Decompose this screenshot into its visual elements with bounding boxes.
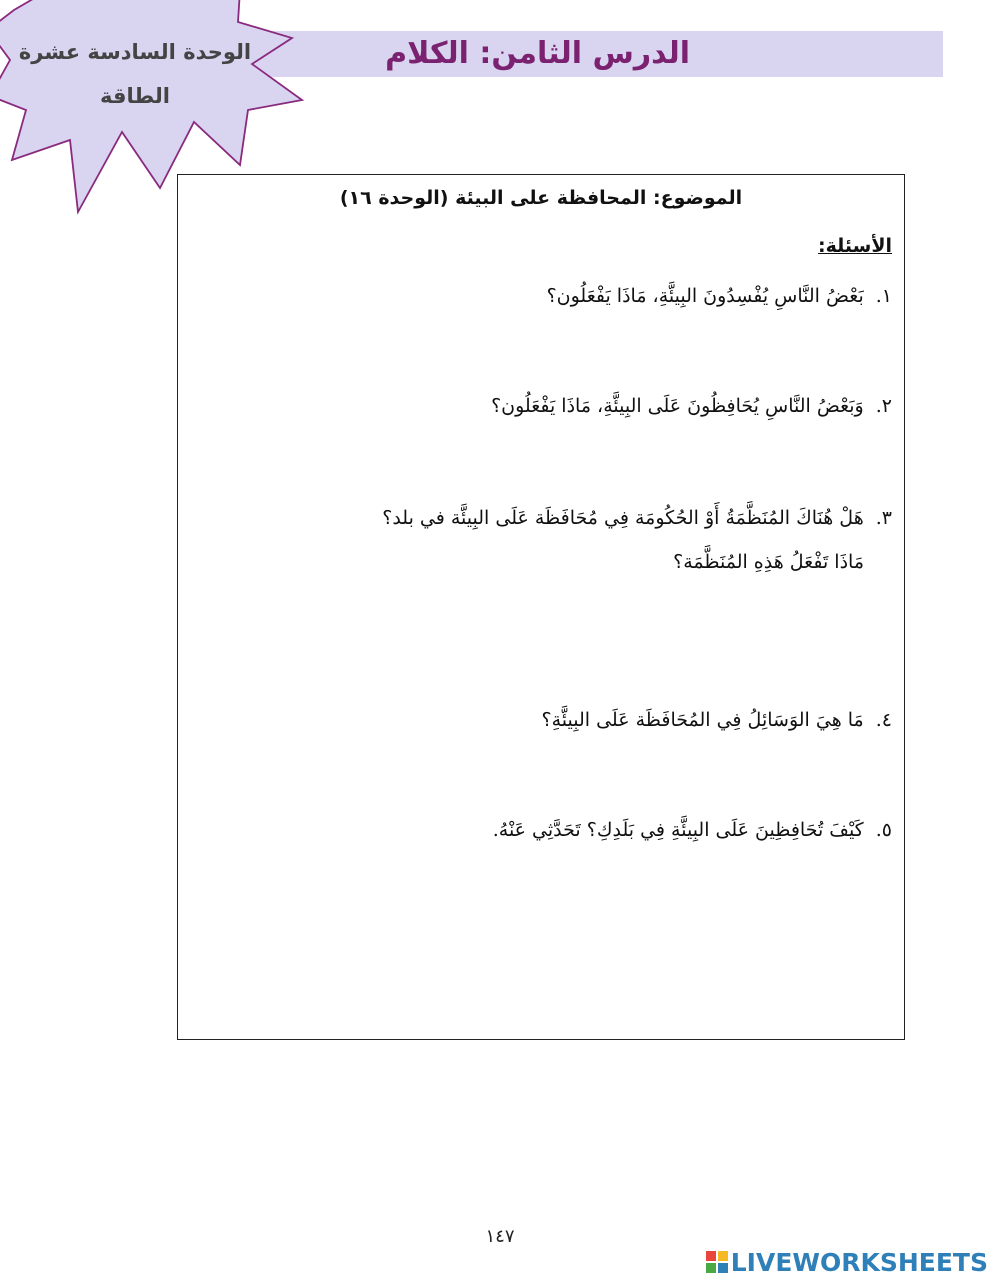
question-2: [491, 391, 892, 421]
question-text: وَبَعْضُ النَّاسِ يُحَافِظُونَ عَلَى البِيئَّةِ، مَاذَا يَفْعَلُون؟: [491, 395, 864, 417]
question-text: مَا هِيَ الوَسَائِلُ فِي المُحَافَظَة عَلَى البِيئَّةِ؟: [541, 709, 864, 731]
question-1: [547, 281, 892, 311]
question-3: [382, 503, 892, 577]
question-text: بَعْضُ النَّاسِ يُفْسِدُونَ البِيئَّةِ، مَاذَا يَفْعَلُون؟: [546, 285, 864, 307]
question-number: ٥.: [875, 819, 892, 841]
question-text: هَلْ هُنَاكَ المُنَظَّمَةُ أَوْ الحُكُومَة فِي مُحَافَظَة عَلَى البِيئَّة في بلد؟: [382, 507, 864, 529]
question-number: ٣.: [875, 507, 892, 529]
question-number: ٤.: [875, 709, 892, 731]
question-5: [493, 815, 892, 845]
liveworksheets-logo-icon: [706, 1251, 728, 1273]
question-number: ١.: [875, 285, 892, 307]
question-4: [542, 705, 892, 735]
unit-label: [0, 30, 270, 118]
questions-heading: الأسئلة:: [818, 235, 892, 257]
question-follow-up: مَاذَا تَفْعَلُ هَذِهِ المُنَظَّمَة؟: [673, 551, 864, 573]
unit-label-line1: الوحدة السادسة عشرة: [18, 40, 252, 64]
liveworksheets-brand[interactable]: [706, 1244, 988, 1280]
unit-label-line2: الطاقة: [100, 84, 170, 108]
question-number: ٢.: [875, 395, 892, 417]
lesson-title: الدرس الثامن: الكلام: [385, 36, 690, 71]
question-text: كَيْفَ تُحَافِظِينَ عَلَى البِيئَّةِ فِي بَلَدِكِ؟ تَحَدَّثِي عَنْهُ.: [492, 819, 864, 841]
page-number: ١٤٧: [485, 1226, 515, 1247]
question-box: [177, 174, 905, 1040]
brand-name: LIVEWORKSHEETS: [730, 1247, 988, 1277]
topic-title: الموضوع: المحافظة على البيئة (الوحدة ١٦): [339, 187, 743, 209]
